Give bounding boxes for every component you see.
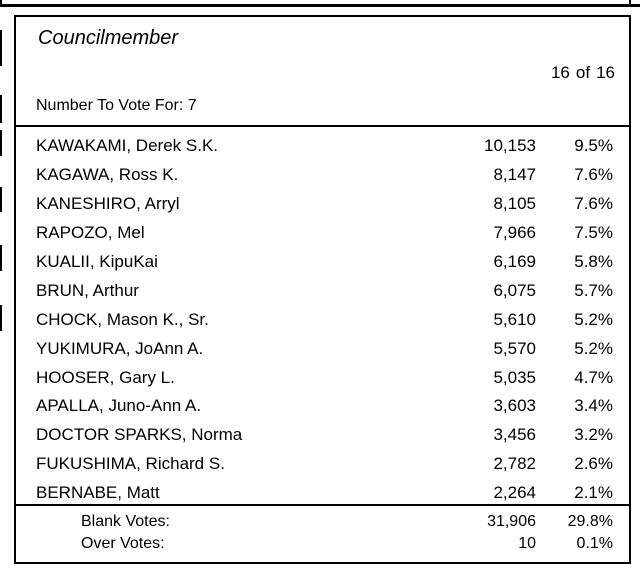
blank-votes-row [16,513,629,535]
candidate-name: KAGAWA, Ross K. [36,164,179,184]
candidate-percent: 5.2% [574,309,613,329]
candidate-votes: 6,075 [493,280,536,300]
over-votes-percent: 0.1% [576,535,613,552]
contest-title: Councilmember [38,27,179,49]
candidate-row [16,190,629,219]
candidate-list [16,132,629,508]
candidate-votes: 5,035 [493,367,536,387]
candidate-row [16,364,629,393]
candidate-name: KUALII, KipuKai [36,251,158,271]
candidate-name: YUKIMURA, JoAnn A. [36,338,204,358]
precincts-of-label: of [575,63,591,82]
candidate-percent: 3.4% [574,396,613,416]
candidate-row [16,392,629,421]
candidate-percent: 5.8% [574,251,613,271]
contest-results-box [14,15,631,564]
precincts-reported [551,63,615,83]
candidate-percent: 5.2% [574,338,613,358]
candidate-name: APALLA, Juno-Ann A. [36,396,202,416]
candidate-percent: 3.2% [574,425,613,445]
candidate-name: KANESHIRO, Arryl [36,193,180,213]
blank-votes-percent: 29.8% [567,513,613,530]
adjacent-frame-edge [0,30,2,66]
candidate-votes: 2,782 [493,454,536,474]
candidate-votes: 3,603 [493,396,536,416]
candidate-percent: 5.7% [574,280,613,300]
candidate-name: KAWAKAMI, Derek S.K. [36,136,219,155]
candidate-row [16,335,629,364]
candidate-name: BRUN, Arthur [36,280,139,300]
candidate-row [16,161,629,190]
candidate-name: FUKUSHIMA, Richard S. [36,454,225,474]
blank-votes-label: Blank Votes: [81,513,170,530]
outer-frame-right-tick [629,0,631,7]
candidate-row [16,219,629,248]
outer-frame-top-border [0,4,640,7]
outer-frame-left-tick [0,0,2,7]
precincts-reported-count: 16 [550,63,570,82]
candidate-percent: 7.5% [574,222,613,242]
header-divider [16,125,629,127]
candidate-votes: 10,153 [484,136,536,155]
candidate-percent: 2.6% [574,454,613,474]
adjacent-frame-edge [0,130,2,156]
candidate-name: BERNABE, Matt [36,483,160,503]
candidate-row [16,421,629,450]
precincts-total-count: 16 [596,63,615,82]
candidate-votes: 2,264 [493,483,536,503]
candidate-row [16,277,629,306]
candidate-name: RAPOZO, Mel [36,222,145,242]
candidate-row [16,132,629,161]
candidate-row [16,306,629,335]
blank-votes-count: 31,906 [487,513,536,530]
candidate-percent: 2.1% [574,483,613,503]
candidate-percent: 4.7% [574,367,613,387]
candidate-votes: 3,456 [493,425,536,445]
candidate-percent: 7.6% [574,164,613,184]
candidate-votes: 5,610 [493,309,536,329]
candidate-votes: 8,147 [493,164,536,184]
candidate-name: CHOCK, Mason K., Sr. [36,309,209,329]
over-votes-count: 10 [518,535,536,552]
candidate-percent: 7.6% [574,193,613,213]
candidate-row [16,248,629,277]
adjacent-frame-edge [0,245,2,271]
candidate-name: DOCTOR SPARKS, Norma [36,425,243,445]
candidate-percent: 9.5% [574,136,613,155]
candidate-votes: 8,105 [493,193,536,213]
totals-divider [16,504,629,506]
candidate-name: HOOSER, Gary L. [36,367,175,387]
adjacent-frame-edge [0,95,2,123]
candidate-votes: 6,169 [493,251,536,271]
candidate-row [16,450,629,479]
over-votes-label: Over Votes: [81,535,165,552]
over-votes-row [16,535,629,557]
adjacent-frame-edge [0,187,2,212]
vote-for-label: Number To Vote For: 7 [36,97,197,114]
candidate-votes: 5,570 [493,338,536,358]
candidate-votes: 7,966 [493,222,536,242]
adjacent-frame-edge [0,305,2,331]
